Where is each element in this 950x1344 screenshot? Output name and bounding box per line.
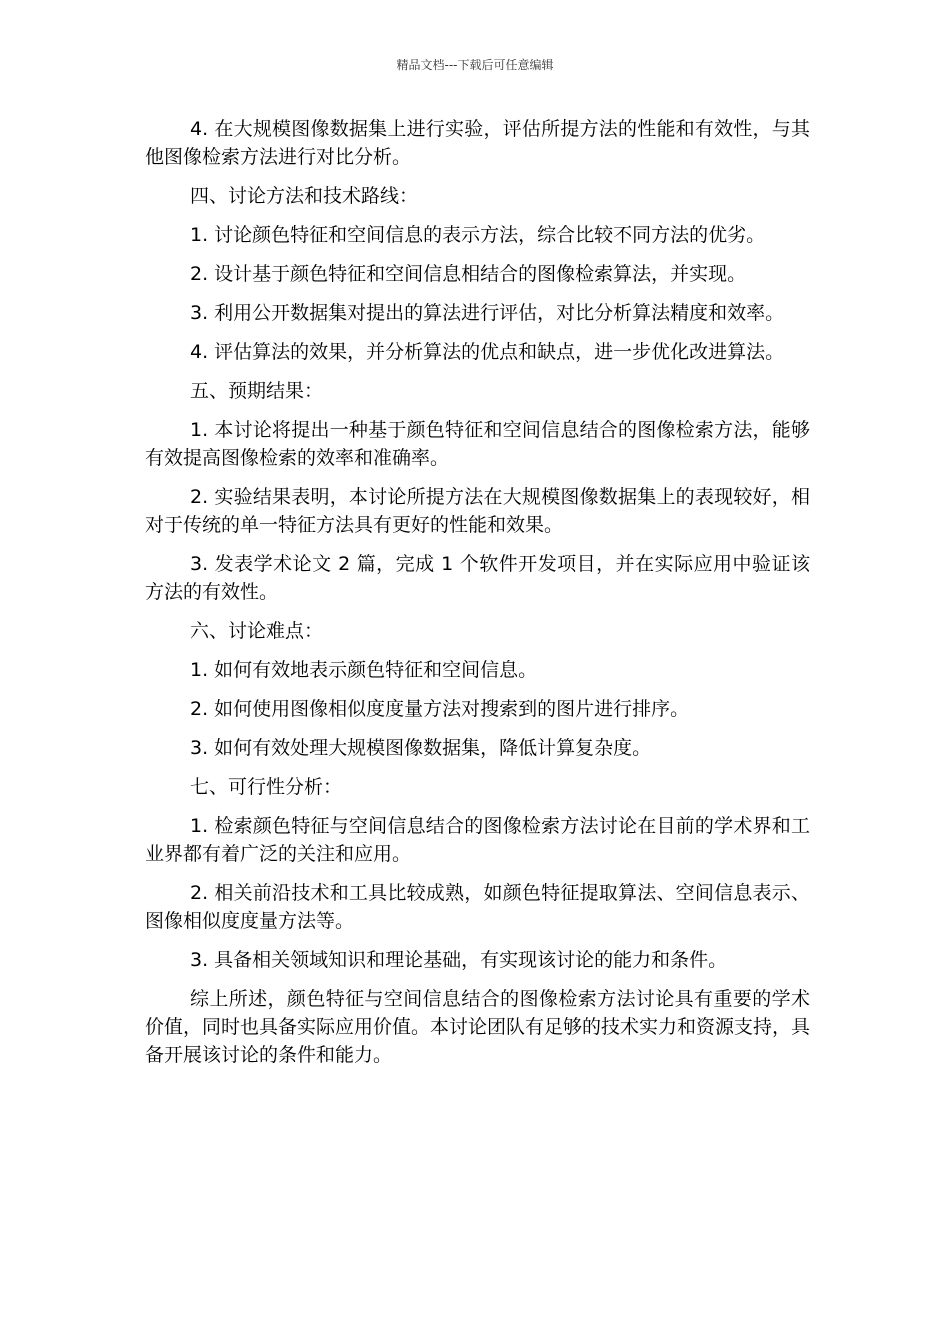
paragraph-experiment: 4. 在大规模图像数据集上进行实验，评估所提方法的性能和有效性，与其他图像检索方法进行对比分析。 <box>145 118 810 168</box>
paragraph-difficulty-1: 1. 如何有效地表示颜色特征和空间信息。 <box>190 659 538 681</box>
section-heading-difficulties: 六、讨论难点： <box>190 620 324 642</box>
page-header: 精品文档---下载后可任意编辑 <box>396 58 554 72</box>
paragraph-feasibility-2: 2. 相关前沿技术和工具比较成熟，如颜色特征提取算法、空间信息表示、图像相似度度量方法等。 <box>145 882 810 932</box>
paragraph-method-1: 1. 讨论颜色特征和空间信息的表示方法，综合比较不同方法的优劣。 <box>190 224 766 246</box>
paragraph-feasibility-1: 1. 检索颜色特征与空间信息结合的图像检索方法讨论在目前的学术界和工业界都有着广泛的关注和应用。 <box>145 815 810 865</box>
section-heading-feasibility: 七、可行性分析： <box>190 776 343 798</box>
paragraph-conclusion: 综上所述，颜色特征与空间信息结合的图像检索方法讨论具有重要的学术价值，同时也具备实际应用价值。本讨论团队有足够的技术实力和资源支持，具备开展该讨论的条件和能力。 <box>145 988 811 1066</box>
paragraph-method-3: 3. 利用公开数据集对提出的算法进行评估，对比分析算法精度和效率。 <box>190 302 785 324</box>
paragraph-difficulty-3: 3. 如何有效处理大规模图像数据集，降低计算复杂度。 <box>190 737 652 759</box>
paragraph-result-1: 1. 本讨论将提出一种基于颜色特征和空间信息结合的图像检索方法，能够有效提高图像检索的效率和准确率。 <box>145 419 810 469</box>
paragraph-result-3: 3. 发表学术论文 2 篇，完成 1 个软件开发项目，并在实际应用中验证该方法的有效性。 <box>145 553 810 603</box>
section-heading-results: 五、预期结果： <box>190 380 324 402</box>
paragraph-method-2: 2. 设计基于颜色特征和空间信息相结合的图像检索算法，并实现。 <box>190 263 747 285</box>
section-heading-methods: 四、讨论方法和技术路线： <box>190 185 419 207</box>
paragraph-feasibility-3: 3. 具备相关领域知识和理论基础，有实现该讨论的能力和条件。 <box>190 949 728 971</box>
document-body <box>145 115 810 1080</box>
paragraph-method-4: 4. 评估算法的效果，并分析算法的优点和缺点，进一步优化改进算法。 <box>190 341 785 363</box>
paragraph-result-2: 2. 实验结果表明，本讨论所提方法在大规模图像数据集上的表现较好，相对于传统的单一特征方法具有更好的性能和效果。 <box>145 486 810 536</box>
paragraph-difficulty-2: 2. 如何使用图像相似度度量方法对搜索到的图片进行排序。 <box>190 698 690 720</box>
